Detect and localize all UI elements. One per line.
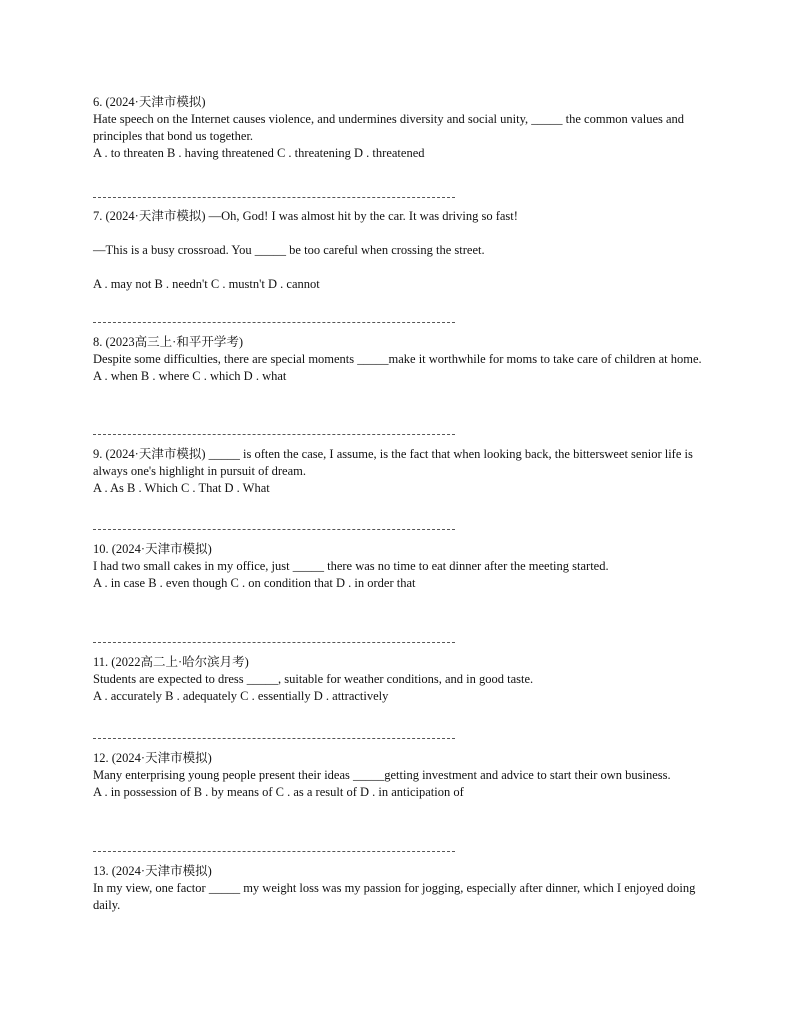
question-header: 10. (2024·天津市模拟): [93, 542, 212, 556]
question-options: A . As B . Which C . That D . What: [93, 481, 270, 495]
question-options: A . in case B . even though C . on condition that D . in order that: [93, 576, 416, 590]
question-options: A . in possession of B . by means of C . as a result of D . in anticipation of: [93, 785, 464, 799]
question-header: 12. (2024·天津市模拟): [93, 751, 212, 765]
question-header: 7. (2024·天津市模拟) —Oh, God! I was almost hit by the car. It was driving so fast!: [93, 209, 518, 223]
question-options: A . accurately B . adequately C . essentially D . attractively: [93, 689, 389, 703]
question-6: [93, 94, 703, 162]
separator: [93, 197, 455, 198]
separator: [93, 851, 455, 852]
question-header: 11. (2022高二上·哈尔滨月考): [93, 655, 249, 669]
separator: [93, 738, 455, 739]
question-text: Despite some difficulties, there are special moments _____make it worthwhile for moms to take care of children at home.: [93, 352, 702, 366]
question-options: A . when B . where C . which D . what: [93, 369, 287, 383]
question-options: A . may not B . needn't C . mustn't D . cannot: [93, 277, 320, 291]
question-header: 13. (2024·天津市模拟): [93, 864, 212, 878]
question-text: Hate speech on the Internet causes violence, and undermines diversity and social unity, _____ the common values and principles that bond us together.: [93, 112, 685, 143]
separator: [93, 322, 455, 323]
spacer: [93, 225, 703, 242]
question-header: 8. (2023高三上·和平开学考): [93, 335, 243, 349]
question-header: 9. (2024·天津市模拟) _____ is often the case, I assume, is the fact that when looking back, the bittersweet senior life is always one's highlight in pursuit of dream.: [93, 447, 693, 478]
question-text: Students are expected to dress _____, suitable for weather conditions, and in good taste.: [93, 672, 534, 686]
question-8: [93, 334, 703, 385]
separator: [93, 642, 455, 643]
question-text: I had two small cakes in my office, just _____ there was no time to eat dinner after the meeting started.: [93, 559, 609, 573]
question-13: [93, 863, 703, 914]
question-text: —This is a busy crossroad. You _____ be too careful when crossing the street.: [93, 243, 485, 257]
question-header: 6. (2024·天津市模拟): [93, 95, 206, 109]
spacer: [93, 259, 703, 276]
question-9: [93, 446, 703, 497]
question-text: In my view, one factor _____ my weight loss was my passion for jogging, especially after dinner, which I enjoyed doing daily.: [93, 881, 696, 912]
question-11: [93, 654, 703, 705]
separator: [93, 529, 455, 530]
question-text: Many enterprising young people present their ideas _____getting investment and advice to start their own business.: [93, 768, 671, 782]
question-7: [93, 208, 703, 293]
question-12: [93, 750, 703, 801]
question-options: A . to threaten B . having threatened C . threatening D . threatened: [93, 146, 425, 160]
separator: [93, 434, 455, 435]
question-10: [93, 541, 703, 592]
